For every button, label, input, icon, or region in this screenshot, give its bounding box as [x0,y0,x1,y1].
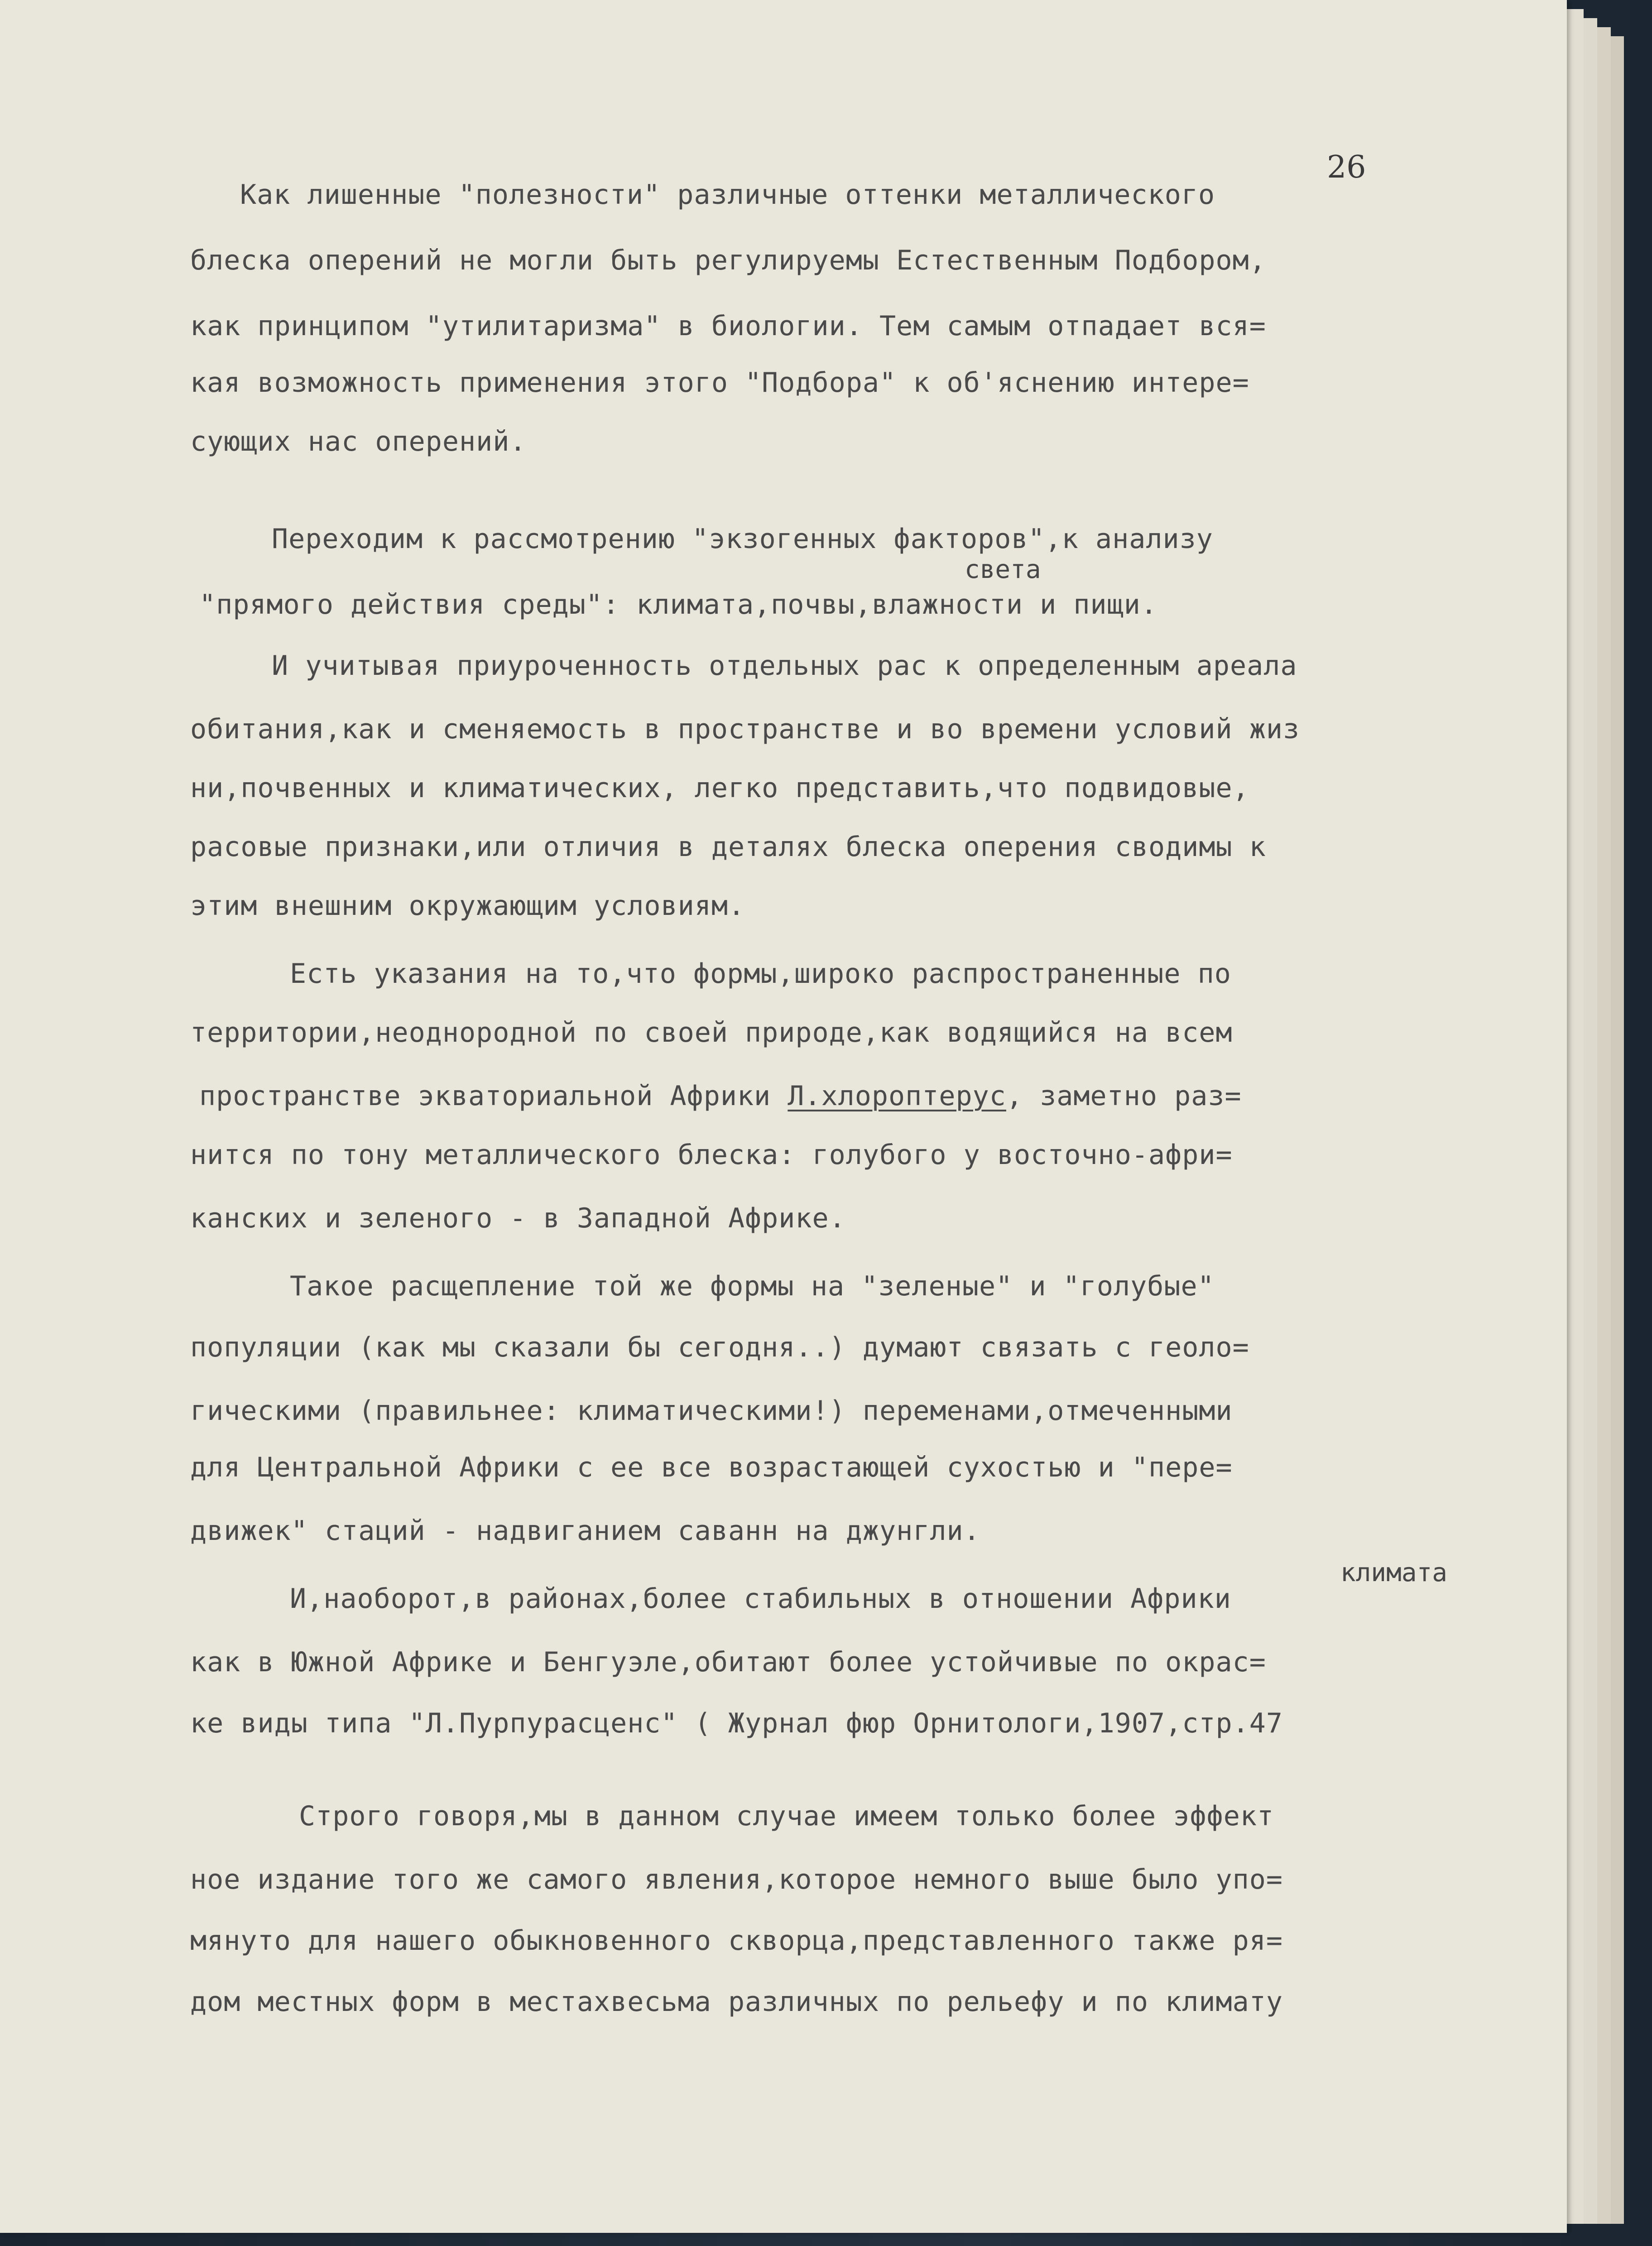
text-line: блеска оперений не могли быть регулируемы Естественным Подбором, [190,245,1266,276]
text-line: И учитывая приуроченность отдельных рас к определенным ареала [272,650,1297,682]
text-line: дом местных форм в местахвесьма различных по рельефу и по климату [190,1986,1283,2018]
text-line: популяции (как мы сказали бы сегодня..) думают связать с геоло= [190,1332,1249,1363]
text-line: движек" стаций - надвиганием саванн на джунгли. [190,1515,980,1547]
text-line: гическими (правильнее: климатическими!) переменами,отмеченными [190,1395,1233,1427]
text-line: мянуто для нашего обыкновенного скворца,представленного также ря= [190,1925,1283,1957]
text-line [199,1082,1242,1110]
species-name-underlined: Л.хлороптерус [788,1080,1006,1112]
text-line: сующих нас оперений. [190,426,527,457]
text-line: И,наоборот,в районах,более стабильных в отношении Африки [290,1583,1231,1615]
text-line: обитания,как и сменяемость в пространстве и во времени условий жиз [190,713,1300,745]
text-line: ке виды типа "Л.Пурпурасценс" ( Журнал фюр Орнитологи,1907,стр.47 [190,1707,1283,1739]
page-number: 26 [1327,149,1366,185]
text-segment: , заметно раз= [1006,1080,1242,1112]
text-line: Есть указания на то,что формы,широко распространенные по [290,958,1231,990]
text-line: Строго говоря,мы в данном случае имеем только более эффект [299,1800,1274,1832]
text-line: кая возможность применения этого "Подбора" к об'яснению интере= [190,367,1249,399]
text-line: как принципом "утилитаризма" в биологии. Тем самым отпадает вся= [190,310,1266,342]
text-line: ное издание того же самого явления,которое немного выше было упо= [190,1864,1283,1895]
text-line: Такое расщепление той же формы на "зеленые" и "голубые" [290,1270,1215,1302]
text-line: расовые признаки,или отличия в деталях блеска оперения сводимы к [190,831,1266,863]
text-line: "прямого действия среды": климата,почвы,влажности и пищи. [199,589,1158,620]
text-line: нится по тону металлического блеска: голубого у восточно-афри= [190,1139,1233,1171]
handwritten-insert: света [965,555,1041,584]
text-line: ни,почвенных и климатических, легко представить,что подвидовые, [190,772,1249,804]
text-line: для Центральной Африки с ее все возрастающей сухостью и "пере= [190,1452,1233,1483]
text-line: Переходим к рассмотрению "экзогенных факторов",к анализу [272,523,1213,555]
text-segment: пространстве экваториальной Африки [199,1080,788,1112]
text-line: этим внешним окружающим условиям. [190,890,745,922]
text-line: Как лишенные "полезности" различные оттенки металлического [240,179,1215,211]
text-line: канских и зеленого - в Западной Африке. [190,1202,846,1234]
text-line: территории,неоднородной по своей природе,как водящийся на всем [190,1017,1233,1048]
text-line: как в Южной Африке и Бенгуэле,обитают более устойчивые по окрас= [190,1646,1266,1678]
handwritten-insert: климата [1340,1558,1448,1587]
